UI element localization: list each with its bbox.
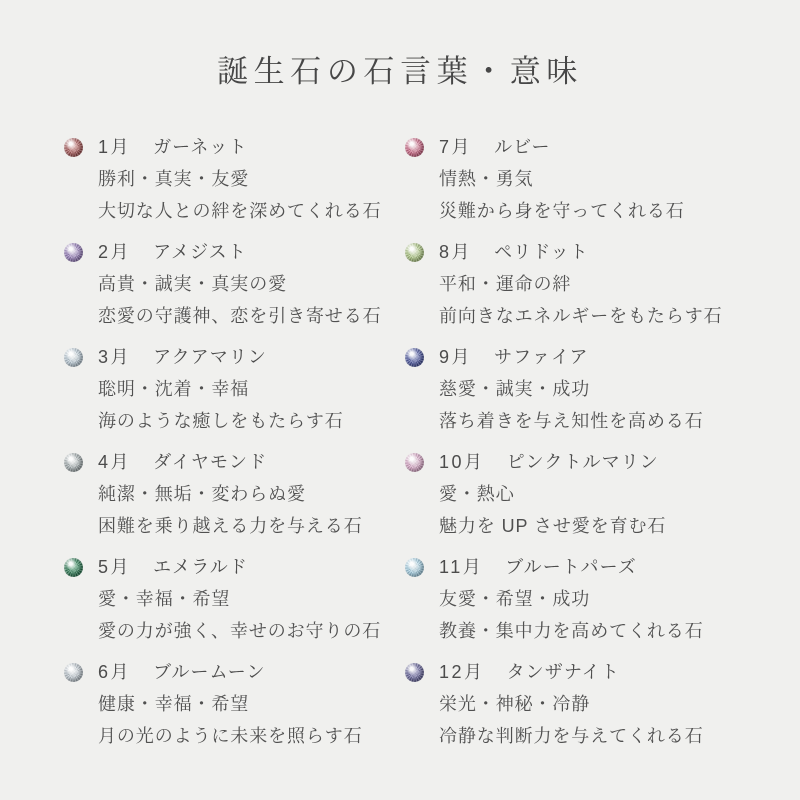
stone-keywords: 平和・運命の絆: [439, 274, 572, 294]
stone-keywords: 愛・熱心: [439, 484, 515, 504]
birthstone-entry: [64, 656, 405, 752]
month-label: 7月: [439, 137, 473, 157]
stone-name: アメジスト: [153, 242, 247, 262]
birthstone-entry: [405, 656, 800, 752]
stone-name: ブルームーン: [153, 662, 266, 682]
entry-header: [405, 236, 800, 268]
stone-keywords: 愛・幸福・希望: [98, 589, 231, 609]
birthstone-entry: [405, 341, 800, 437]
gem-icon: [64, 663, 83, 682]
entry-header: [64, 656, 405, 688]
entry-header: [405, 551, 800, 583]
month-label: 3月: [98, 347, 132, 367]
stone-name: エメラルド: [153, 557, 248, 577]
stone-description: 恋愛の守護神、恋を引き寄せる石: [98, 306, 382, 326]
entry-header: [405, 656, 800, 688]
stone-name: ルビー: [494, 137, 551, 157]
stone-name: アクアマリン: [153, 347, 268, 367]
gem-icon: [405, 348, 424, 367]
entry-header: [405, 131, 800, 163]
left-column: [64, 131, 405, 761]
entry-header: [405, 446, 800, 478]
entry-header: [64, 551, 405, 583]
entry-header: [405, 341, 800, 373]
birthstone-entry: [64, 236, 405, 332]
stone-name: ダイヤモンド: [153, 452, 268, 472]
stone-name: ペリドット: [494, 242, 589, 262]
birthstone-entry: [64, 341, 405, 437]
month-label: 8月: [439, 242, 473, 262]
gem-icon: [405, 453, 424, 472]
stone-description: 困難を乗り越える力を与える石: [98, 516, 363, 536]
birthstone-entry: [405, 446, 800, 542]
birthstone-entry: [64, 446, 405, 542]
right-column: [405, 131, 800, 761]
entry-header: [64, 131, 405, 163]
birthstone-entry: [405, 236, 800, 332]
birthstone-entry: [64, 131, 405, 227]
stone-description: 大切な人との絆を深めてくれる石: [98, 201, 382, 221]
month-label: 2月: [98, 242, 132, 262]
entry-header: [64, 446, 405, 478]
gem-icon: [64, 453, 83, 472]
birthstone-entry: [405, 131, 800, 227]
stone-keywords: 純潔・無垢・変わらぬ愛: [98, 484, 306, 504]
stone-description: 月の光のように未来を照らす石: [98, 726, 363, 746]
month-label: 4月: [98, 452, 132, 472]
stone-name: ピンクトルマリン: [506, 452, 659, 472]
gem-icon: [405, 138, 424, 157]
gem-icon: [64, 348, 83, 367]
stone-keywords: 勝利・真実・友愛: [98, 169, 250, 189]
stone-description: 海のような癒しをもたらす石: [98, 411, 344, 431]
birthstone-list: [0, 131, 800, 761]
stone-description: 落ち着きを与え知性を高める石: [439, 411, 704, 431]
stone-name: サファイア: [494, 347, 589, 367]
birthstone-entry: [64, 551, 405, 647]
stone-keywords: 情熱・勇気: [439, 169, 534, 189]
stone-name: ブルートパーズ: [505, 557, 637, 577]
stone-description: 魅力を UP させ愛を育む石: [439, 516, 667, 536]
month-label: 10月: [439, 452, 485, 472]
gem-icon: [405, 663, 424, 682]
gem-icon: [405, 243, 424, 262]
month-label: 12月: [439, 662, 485, 682]
stone-keywords: 聡明・沈着・幸福: [98, 379, 250, 399]
gem-icon: [64, 558, 83, 577]
stone-keywords: 慈愛・誠実・成功: [439, 379, 591, 399]
month-label: 1月: [98, 137, 132, 157]
gem-icon: [64, 243, 83, 262]
entry-header: [64, 236, 405, 268]
birthstone-entry: [405, 551, 800, 647]
stone-name: タンザナイト: [506, 662, 620, 682]
gem-icon: [64, 138, 83, 157]
page-title: 誕生石の石言葉・意味: [217, 54, 583, 89]
month-label: 5月: [98, 557, 132, 577]
stone-keywords: 健康・幸福・希望: [98, 694, 250, 714]
month-label: 6月: [98, 662, 132, 682]
month-label: 9月: [439, 347, 473, 367]
entry-header: [64, 341, 405, 373]
stone-description: 前向きなエネルギーをもたらす石: [439, 306, 723, 326]
stone-description: 教養・集中力を高めてくれる石: [439, 621, 704, 641]
stone-keywords: 友愛・希望・成功: [439, 589, 591, 609]
stone-description: 愛の力が強く、幸せのお守りの石: [98, 621, 382, 641]
stone-description: 冷静な判断力を与えてくれる石: [439, 726, 704, 746]
stone-name: ガーネット: [153, 137, 248, 157]
stone-keywords: 高貴・誠実・真実の愛: [98, 274, 287, 294]
stone-keywords: 栄光・神秘・冷静: [439, 694, 591, 714]
month-label: 11月: [439, 557, 484, 577]
gem-icon: [405, 558, 424, 577]
stone-description: 災難から身を守ってくれる石: [439, 201, 685, 221]
